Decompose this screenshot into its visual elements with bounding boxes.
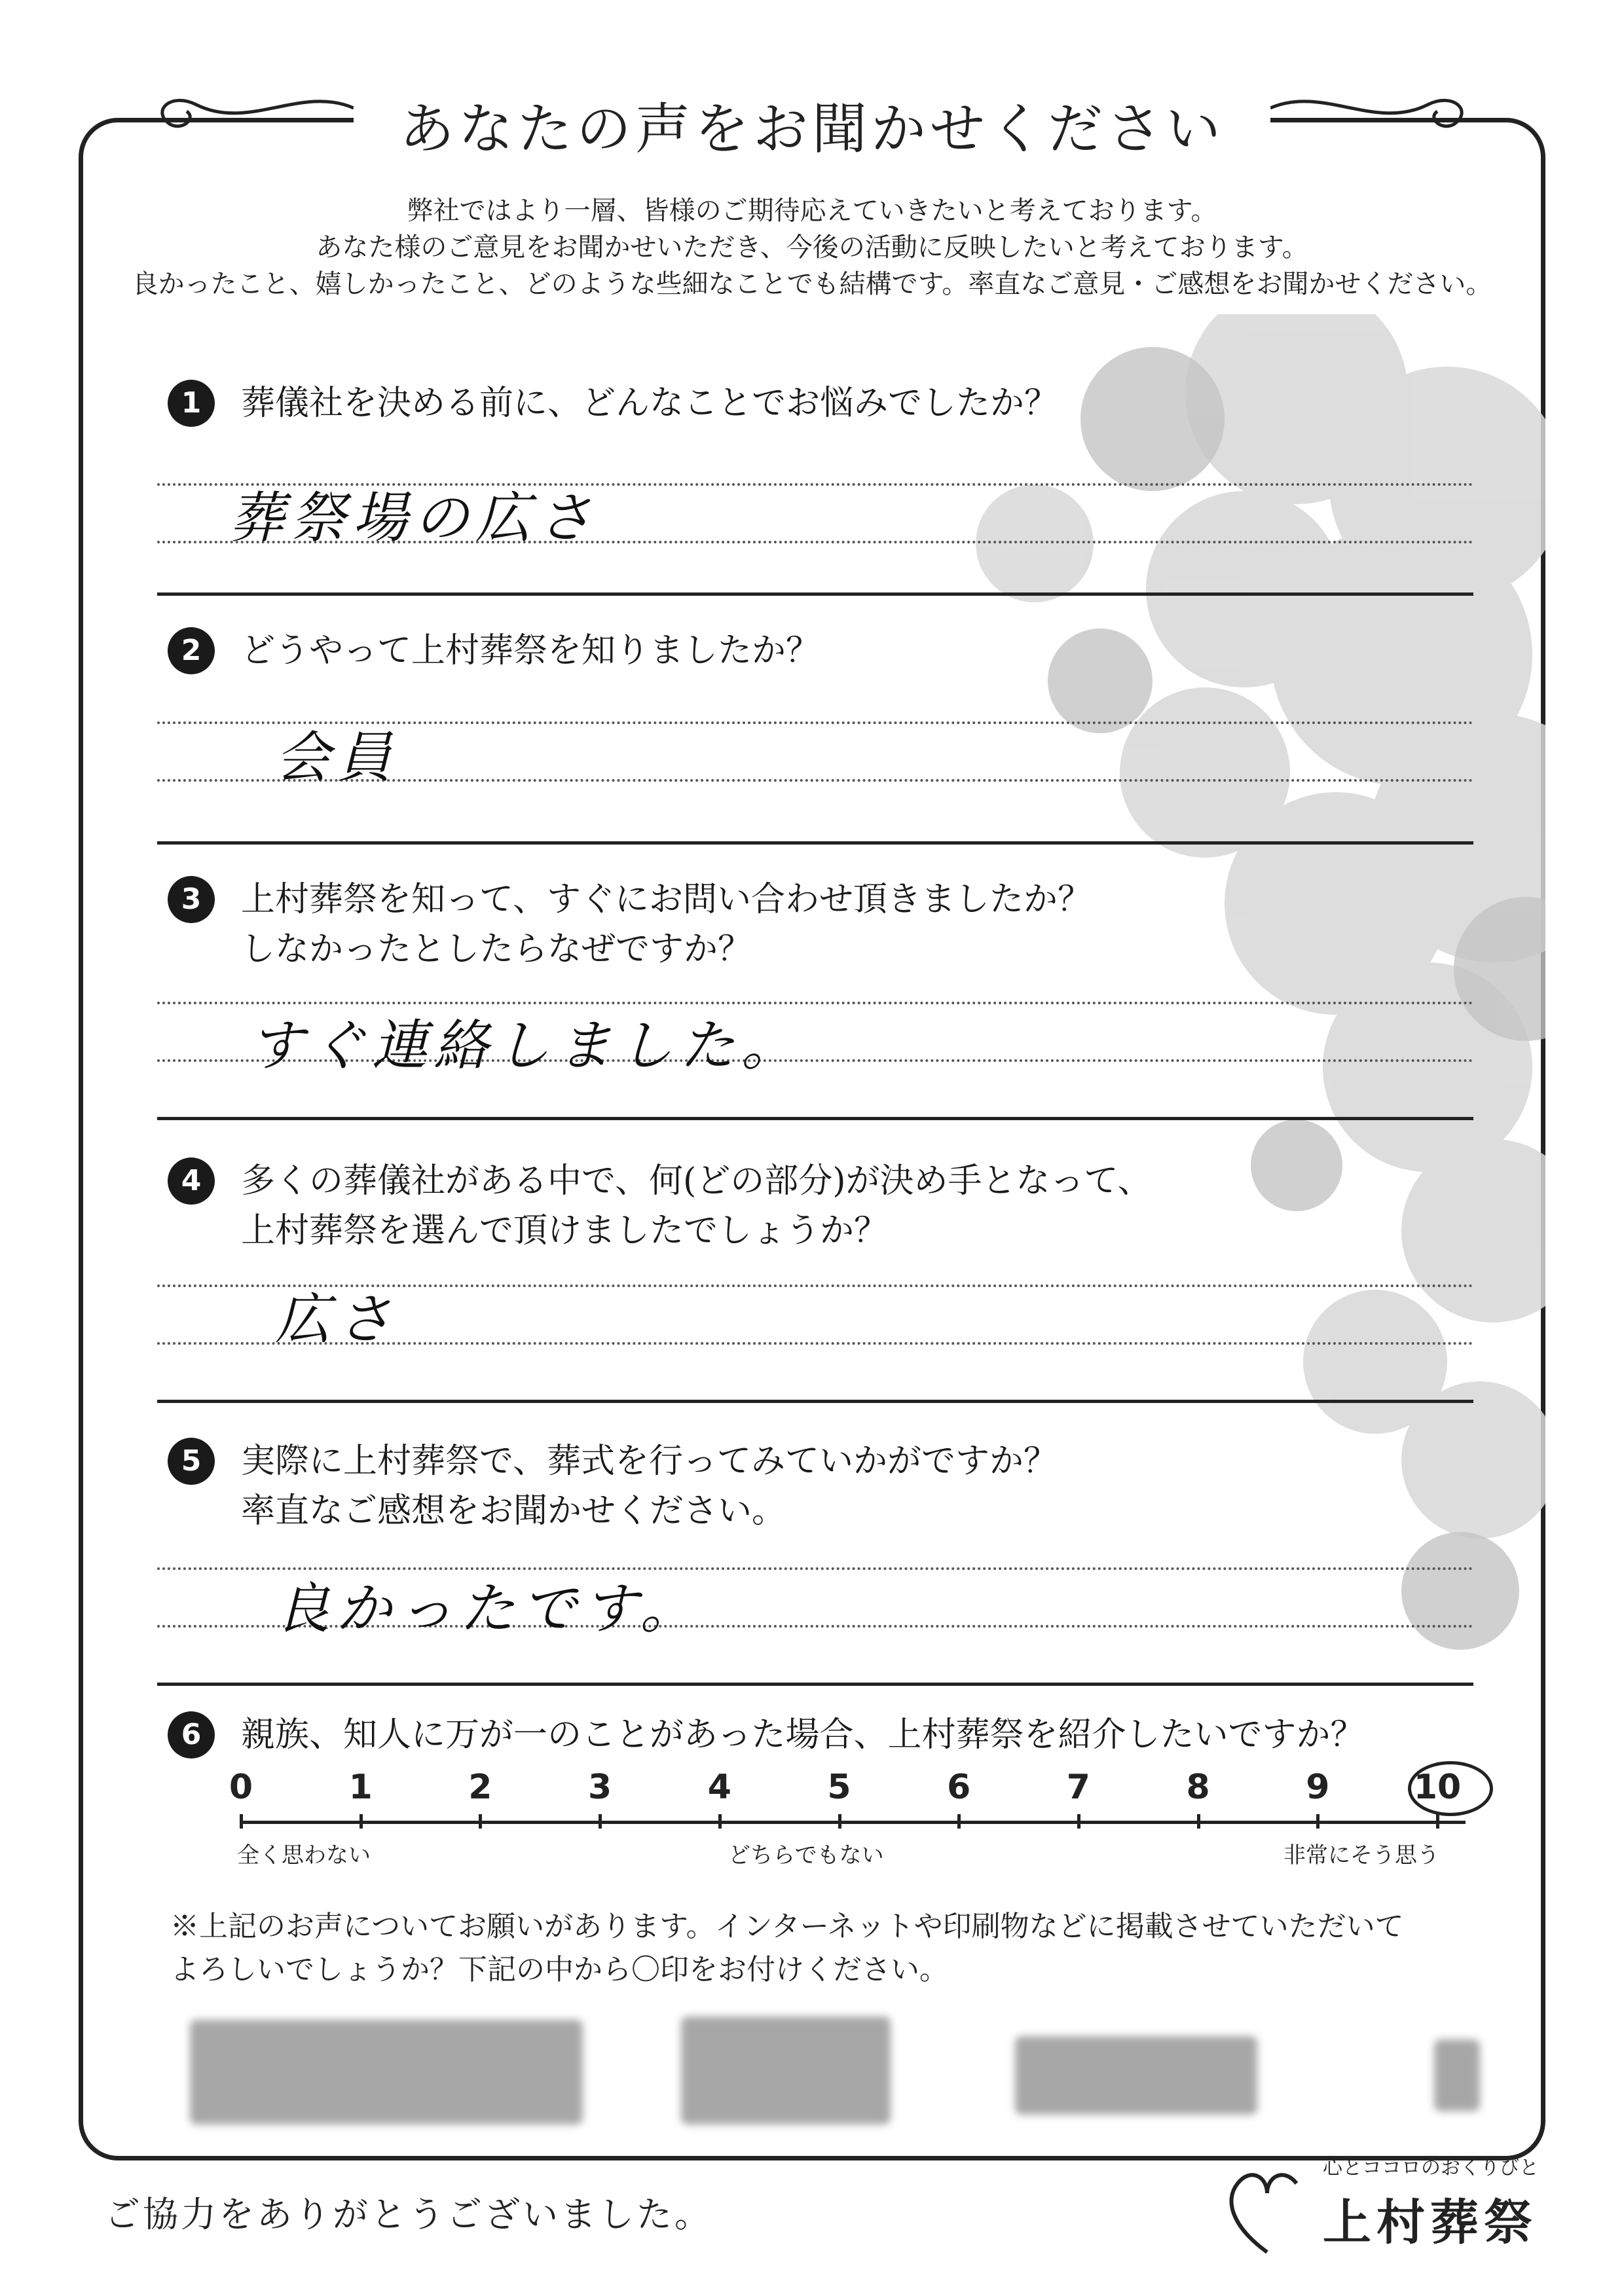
clover-background-decoration bbox=[838, 314, 1545, 1755]
scale-option-8[interactable]: 8 bbox=[1186, 1768, 1210, 1807]
section-divider bbox=[157, 592, 1473, 596]
scale-tick bbox=[1316, 1814, 1320, 1829]
scale-tick bbox=[240, 1814, 243, 1829]
logo-company-name: 上村葬祭 bbox=[1323, 2195, 1538, 2251]
scale-option-1[interactable]: 1 bbox=[348, 1768, 373, 1807]
intro-line-1: 弊社ではより一層、皆様のご期待応えていきたいと考えております。 bbox=[407, 196, 1217, 226]
question-6-number: 6 bbox=[168, 1711, 215, 1758]
question-1-number: 1 bbox=[168, 380, 215, 427]
scale-option-6[interactable]: 6 bbox=[947, 1768, 971, 1807]
intro-line-2: あなた様のご意見をお聞かせいただき、今後の活動に反映したいと考えております。 bbox=[316, 232, 1308, 263]
question-5-text: 実際に上村葬祭で、葬式を行ってみていかがですか？ 率直なご感想をお聞かせください。 bbox=[241, 1442, 1058, 1531]
section-divider bbox=[157, 1400, 1473, 1403]
redacted-area bbox=[1434, 2039, 1480, 2111]
scale-tick bbox=[1077, 1814, 1080, 1829]
publication-consent-note: ※上記のお声についてお願いがあります。インターネットや印刷物などに掲載させていただいて よろしいでしょうか？下記の中から〇印をお付けください。 bbox=[170, 1910, 1404, 1986]
rating-scale-line bbox=[241, 1821, 1466, 1824]
scale-tick bbox=[360, 1814, 363, 1829]
scale-option-2[interactable]: 2 bbox=[468, 1768, 492, 1807]
question-3-number: 3 bbox=[168, 876, 215, 923]
question-3-answer[interactable]: すぐ連絡しました。 bbox=[249, 1013, 803, 1078]
scale-tick bbox=[1197, 1814, 1200, 1829]
title-box bbox=[354, 93, 1270, 165]
right-flourish-icon bbox=[1257, 79, 1493, 137]
question-4-number: 4 bbox=[168, 1157, 215, 1205]
question-5-number: 5 bbox=[168, 1438, 215, 1485]
section-divider bbox=[157, 1117, 1473, 1120]
question-2-answer[interactable]: 会員 bbox=[275, 725, 399, 790]
scale-tick bbox=[1436, 1814, 1439, 1829]
scale-option-0[interactable]: 0 bbox=[229, 1768, 253, 1807]
question-4-answer[interactable]: 広さ bbox=[275, 1287, 399, 1351]
heart-logo-icon bbox=[1225, 2160, 1310, 2259]
question-1-text: 葬儀社を決める前に、どんなことでお悩みでしたか？ bbox=[241, 384, 1059, 423]
scale-label-high: 非常にそう思う bbox=[1283, 1842, 1439, 1868]
scale-label-low: 全く思わない bbox=[237, 1842, 371, 1868]
scale-option-10[interactable]: 10 bbox=[1413, 1768, 1462, 1807]
scale-tick bbox=[838, 1814, 841, 1829]
question-2-text: どうやって上村葬祭を知りましたか？ bbox=[241, 631, 821, 670]
section-divider bbox=[157, 1683, 1473, 1686]
scale-tick bbox=[479, 1814, 482, 1829]
scale-option-7[interactable]: 7 bbox=[1066, 1768, 1090, 1807]
left-flourish-icon bbox=[131, 79, 367, 137]
redacted-area bbox=[681, 2016, 891, 2124]
scale-option-4[interactable]: 4 bbox=[707, 1768, 731, 1807]
intro-line-3: 良かったこと、嬉しかったこと、どのような些細なことでも結構です。率直なご意見・ご感想をお聞かせください。 bbox=[132, 269, 1492, 299]
question-3-text: 上村葬祭を知って、すぐにお問い合わせ頂きましたか？ しなかったとしたらなぜですか？ bbox=[241, 880, 1092, 969]
section-divider bbox=[157, 841, 1473, 845]
question-5-answer[interactable]: 良かったです。 bbox=[275, 1576, 702, 1641]
scale-option-5[interactable]: 5 bbox=[827, 1768, 851, 1807]
selected-rating-circle bbox=[1408, 1761, 1493, 1816]
thank-you-message: ご協力をありがとうございました。 bbox=[105, 2194, 712, 2235]
scale-tick bbox=[718, 1814, 722, 1829]
redacted-area bbox=[1015, 2036, 1257, 2115]
scale-tick bbox=[599, 1814, 602, 1829]
redacted-area bbox=[190, 2020, 583, 2124]
scale-option-9[interactable]: 9 bbox=[1306, 1768, 1330, 1807]
scale-tick bbox=[957, 1814, 961, 1829]
question-6-text: 親族、知人に万が一のことがあった場合、上村葬祭を紹介したいですか？ bbox=[241, 1715, 1365, 1755]
question-4-text: 多くの葬儀社がある中で、何(どの部分)が決め手となって、 上村葬祭を選んで頂けましたでしょうか？ bbox=[241, 1161, 1152, 1250]
scale-option-3[interactable]: 3 bbox=[588, 1768, 612, 1807]
question-2-number: 2 bbox=[168, 627, 215, 674]
scale-label-mid: どちらでもない bbox=[728, 1842, 884, 1868]
page-title: あなたの声をお聞かせください bbox=[399, 97, 1225, 161]
logo-tagline: 心とココロのおくりびと bbox=[1323, 2157, 1539, 2179]
question-1-answer[interactable]: 葬祭場の広さ bbox=[229, 486, 599, 550]
